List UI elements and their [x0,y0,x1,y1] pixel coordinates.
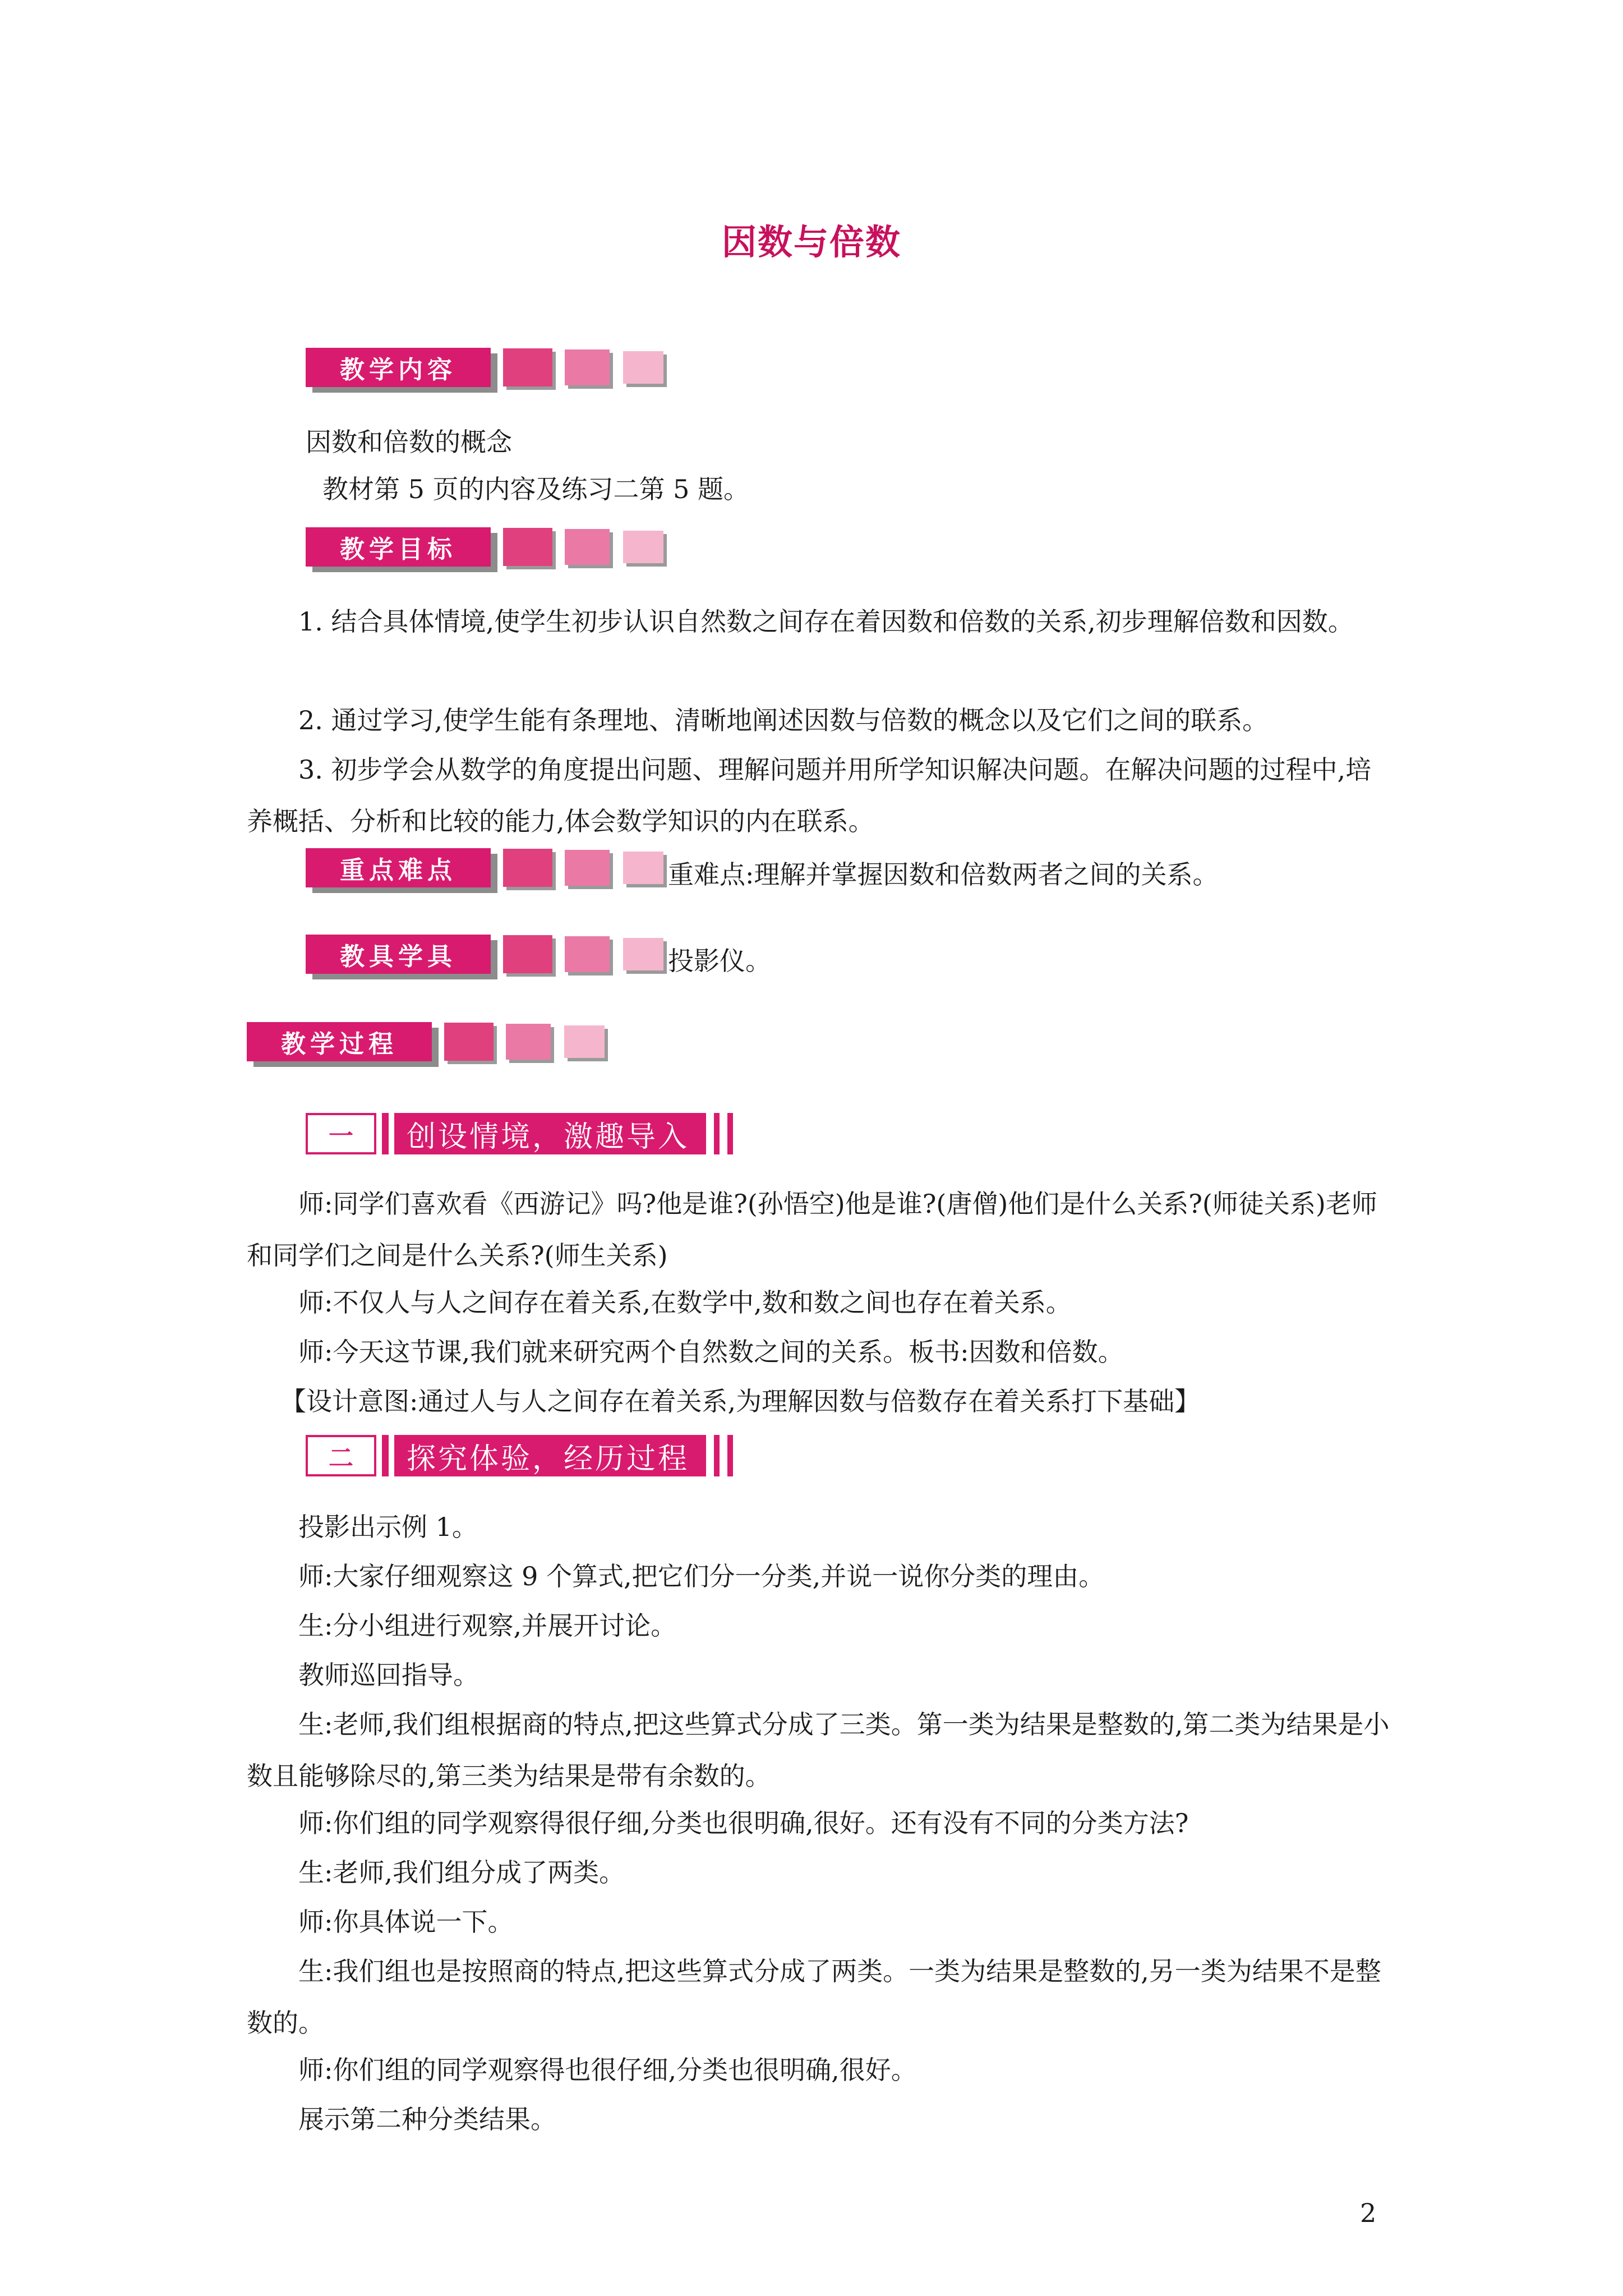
step-divider [382,1435,389,1476]
section-header-key [306,848,1219,890]
step-header-2 [306,1435,733,1476]
dialogue-line: 师:你具体说一下。 [298,1907,514,1937]
section-badge-key: 重点难点 [306,848,491,887]
content-line: 教材第 5 页的内容及练习二第 5 题。 [322,474,750,504]
decor-square [623,351,663,384]
dialogue-line: 教师巡回指导。 [298,1660,479,1690]
tools-text: 投影仪。 [668,946,771,976]
decor-square [564,1025,605,1058]
decor-square [623,531,663,563]
goal-item: 1. 结合具体情境,使学生初步认识自然数之间存在着因数和倍数的关系,初步理解倍数和因数。 [298,606,1354,637]
design-intent: 【设计意图:通过人与人之间存在着关系,为理解因数与倍数存在着关系打下基础】 [280,1386,1201,1416]
decor-square [503,348,552,386]
step-tail-bar [714,1435,720,1476]
dialogue-line: 生:分小组进行观察,并展开讨论。 [298,1611,677,1641]
dialogue-line: 生:老师,我们组根据商的特点,把这些算式分成了三类。第一类为结果是整数的,第二类为结果是小数且能够除尽的,第三类为结果是带有余数的。 [247,1709,1390,1791]
dialogue-line: 展示第二种分类结果。 [298,2104,556,2134]
section-badge-tools: 教具学具 [306,935,491,974]
dialogue-line: 生:我们组也是按照商的特点,把这些算式分成了两类。一类为结果是整数的,另一类为结果不是整数的。 [247,1956,1381,2038]
section-header-goals [306,527,663,567]
section-badge-goals: 教学目标 [306,527,491,567]
section-header-process [247,1022,605,1061]
step-tail-bar [727,1435,733,1476]
step-number: 一 [306,1113,376,1154]
decor-square [623,852,663,884]
decor-square [565,349,610,385]
decor-square [503,528,552,566]
section-badge-process: 教学过程 [247,1022,432,1061]
step-tail-bar [727,1113,733,1154]
dialogue-line: 生:老师,我们组分成了两类。 [298,1857,625,1888]
dialogue-line: 师:你们组的同学观察得很仔细,分类也很明确,很好。还有没有不同的分类方法? [298,1808,1189,1838]
section-badge-content: 教学内容 [306,348,491,387]
goal-item: 2. 通过学习,使学生能有条理地、清晰地阐述因数与倍数的概念以及它们之间的联系。 [298,705,1269,735]
decor-square [506,1024,551,1060]
decor-square [565,850,610,886]
decor-square [565,936,610,972]
step-label: 探究体验，经历过程 [394,1435,706,1476]
decor-square [503,849,552,887]
dialogue-line: 师:今天这节课,我们就来研究两个自然数之间的关系。板书:因数和倍数。 [298,1337,1124,1367]
document-title: 因数与倍数 [721,222,901,263]
section-header-tools [306,935,771,974]
dialogue-line: 师:大家仔细观察这 9 个算式,把它们分一分类,并说一说你分类的理由。 [298,1561,1105,1591]
page-number: 2 [1360,2198,1377,2228]
dialogue-line: 师:你们组的同学观察得也很仔细,分类也很明确,很好。 [298,2055,917,2085]
content-line: 因数和倍数的概念 [306,427,512,457]
step-label: 创设情境，激趣导入 [394,1113,706,1154]
goal-item: 3. 初步学会从数学的角度提出问题、理解问题并用所学知识解决问题。在解决问题的过程中,培养概括、分析和比较的能力,体会数学知识的内在联系。 [247,754,1372,836]
decor-square [565,529,610,565]
step-divider [382,1113,389,1154]
step-number: 二 [306,1435,376,1476]
decor-square [444,1023,494,1061]
section-header-content [306,348,663,387]
dialogue-line: 师:同学们喜欢看《西游记》吗?他是谁?(孙悟空)他是谁?(唐僧)他们是什么关系?(师徒关系)老师和同学们之间是什么关系?(师生关系) [247,1189,1377,1271]
dialogue-line: 投影出示例 1。 [298,1512,478,1542]
step-tail-bar [714,1113,720,1154]
step-header-1 [306,1113,733,1154]
decor-square [623,938,663,970]
decor-square [503,935,552,973]
dialogue-line: 师:不仅人与人之间存在着关系,在数学中,数和数之间也存在着关系。 [298,1287,1072,1318]
key-points-text: 重难点:理解并掌握因数和倍数两者之间的关系。 [668,859,1219,890]
